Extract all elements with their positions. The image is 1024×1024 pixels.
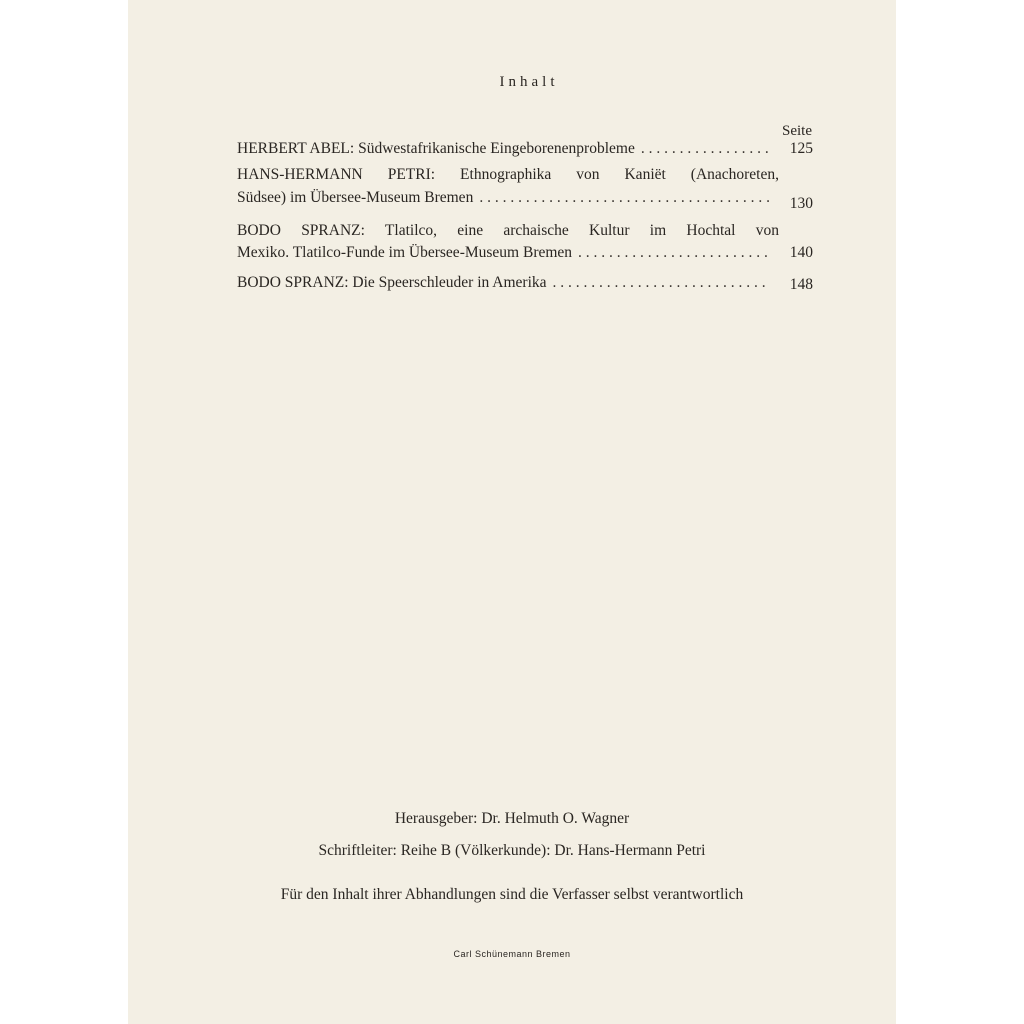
toc-entry-4[interactable] — [237, 274, 813, 294]
toc-entry-2-title-line-1: HANS-HERMANN PETRI: Ethnographika von Kaniët (Anachoreten, — [237, 166, 779, 183]
leader-dots — [553, 274, 769, 292]
toc-entry-4-title: BODO SPRANZ: Die Speerschleuder in Amerika — [237, 274, 547, 291]
document-page — [128, 0, 896, 1024]
managing-editor-line: Schriftleiter: Reihe B (Völkerkunde): Dr. Hans-Hermann Petri — [318, 842, 706, 859]
toc-entry-2-title-line-2: Südsee) im Übersee-Museum Bremen — [237, 189, 474, 206]
toc-entry-4-page: 148 — [789, 276, 813, 293]
toc-entry-3-page: 140 — [789, 244, 813, 261]
disclaimer-line: Für den Inhalt ihrer Abhandlungen sind die Verfasser selbst verantwortlich — [280, 886, 744, 903]
toc-entry-1-page: 125 — [789, 140, 813, 157]
toc-entry-3-title-line-2: Mexiko. Tlatilco-Funde im Übersee-Museum Bremen — [237, 244, 573, 261]
toc-heading: Inhalt — [499, 74, 559, 90]
toc-entry-2-line-2[interactable] — [237, 189, 813, 212]
printer-imprint: Carl Schünemann Bremen — [453, 949, 571, 959]
editor-line: Herausgeber: Dr. Helmuth O. Wagner — [394, 810, 630, 827]
toc-entry-1-title: HERBERT ABEL: Südwestafrikanische Eingeborenenprobleme — [237, 140, 635, 157]
leader-dots — [479, 189, 769, 207]
toc-entry-3-line-2[interactable] — [237, 244, 813, 264]
toc-entry-3-line-1[interactable] — [237, 222, 813, 242]
toc-entry-2-line-1[interactable] — [237, 166, 813, 186]
toc-entry-2-page: 130 — [789, 195, 813, 212]
leader-dots — [578, 244, 769, 262]
toc-entry-3-title-line-1: BODO SPRANZ: Tlatilco, eine archaische Kultur im Hochtal von — [237, 222, 779, 239]
page-column-label: Seite — [782, 123, 812, 139]
toc-entry-1[interactable] — [237, 140, 813, 160]
leader-dots — [641, 140, 769, 158]
